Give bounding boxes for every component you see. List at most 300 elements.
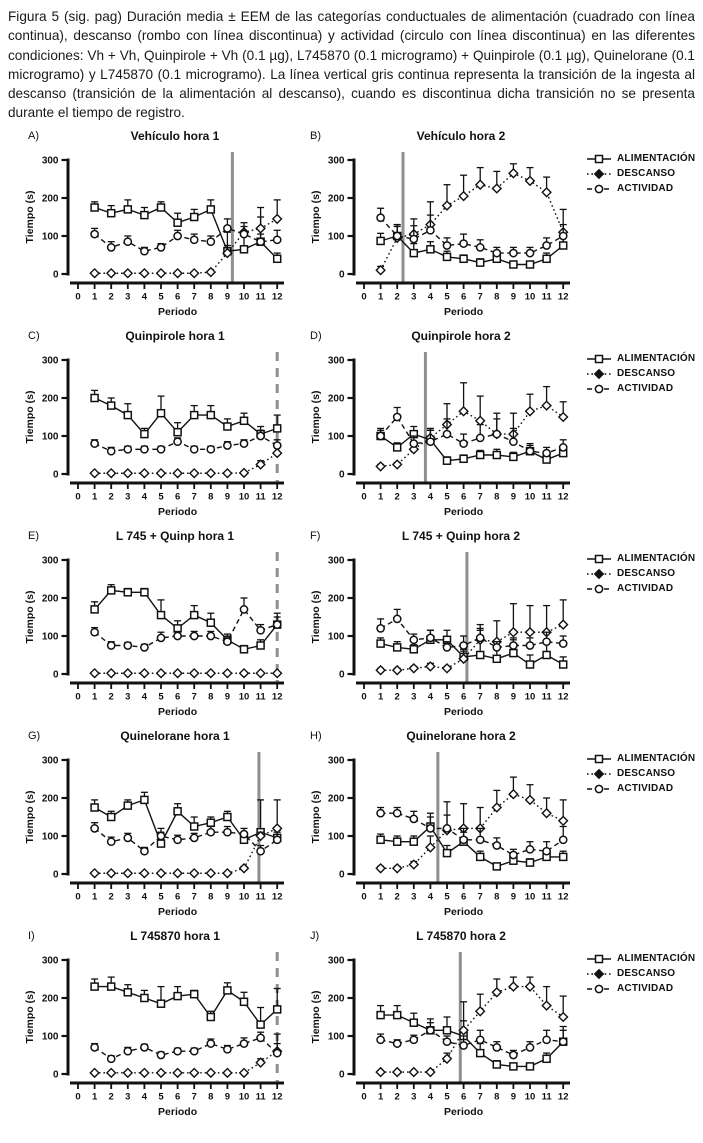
chart-plot bbox=[22, 346, 294, 522]
y-tick-label: 100 bbox=[327, 631, 345, 643]
panel-label: D) bbox=[310, 329, 322, 342]
chart-panel-c bbox=[22, 329, 294, 522]
chart-panel-i bbox=[22, 929, 294, 1122]
x-tick-label: 8 bbox=[208, 291, 214, 303]
chart-plot bbox=[22, 746, 294, 922]
x-axis-label: Periodo bbox=[444, 1105, 484, 1118]
panel-label: C) bbox=[28, 329, 40, 342]
panel-label: J) bbox=[310, 929, 320, 942]
panel-label: H) bbox=[310, 729, 322, 742]
x-tick-label: 8 bbox=[494, 1091, 500, 1103]
x-tick-label: 7 bbox=[477, 691, 483, 703]
x-tick-label: 6 bbox=[174, 691, 181, 703]
chart-svg bbox=[22, 346, 294, 522]
legend-item-diamond bbox=[586, 768, 703, 780]
chart-svg bbox=[308, 546, 580, 722]
y-tick-label: 300 bbox=[327, 155, 345, 167]
x-tick-label: 11 bbox=[541, 891, 552, 903]
x-tick-label: 5 bbox=[158, 291, 164, 303]
x-tick-label: 10 bbox=[524, 291, 536, 303]
panel-head bbox=[308, 529, 580, 546]
x-axis-label: Periodo bbox=[158, 905, 198, 918]
y-tick-label: 0 bbox=[52, 469, 59, 481]
legend-label: ACTIVIDAD bbox=[617, 583, 674, 595]
chart-svg bbox=[22, 946, 294, 1122]
square-marker-icon bbox=[586, 353, 612, 365]
x-tick-label: 1 bbox=[377, 1091, 384, 1103]
y-tick-label: 200 bbox=[327, 793, 345, 805]
x-tick-label: 2 bbox=[108, 291, 114, 303]
chart-panel-h bbox=[308, 729, 580, 922]
x-tick-label: 10 bbox=[238, 291, 250, 303]
square-marker-icon bbox=[586, 553, 612, 565]
legend-label: ALIMENTACIÓN bbox=[617, 753, 696, 765]
chart-title: L 745870 hora 2 bbox=[416, 928, 506, 943]
x-tick-label: 7 bbox=[191, 1091, 197, 1103]
chart-title: Quinelorane hora 1 bbox=[120, 728, 230, 743]
square-marker-icon bbox=[586, 153, 612, 165]
panel-head bbox=[22, 329, 294, 346]
chart-legend bbox=[586, 753, 703, 798]
x-tick-label: 9 bbox=[224, 491, 231, 503]
x-tick-label: 7 bbox=[477, 291, 483, 303]
chart-plot bbox=[308, 546, 580, 722]
x-tick-label: 12 bbox=[557, 691, 569, 703]
chart-svg bbox=[308, 346, 580, 522]
x-axis-label: Periodo bbox=[158, 305, 198, 318]
series-square bbox=[377, 426, 567, 464]
x-tick-label: 7 bbox=[477, 891, 483, 903]
x-tick-label: 4 bbox=[427, 491, 434, 503]
x-tick-label: 2 bbox=[394, 891, 400, 903]
legend-item-circle bbox=[586, 983, 703, 995]
x-tick-label: 12 bbox=[271, 691, 283, 703]
chart-plot bbox=[22, 146, 294, 322]
x-tick-label: 12 bbox=[557, 291, 569, 303]
y-tick-label: 200 bbox=[41, 393, 59, 405]
chart-legend bbox=[586, 553, 703, 598]
chart-title: Quinpirole hora 2 bbox=[411, 328, 511, 343]
legend-item-circle bbox=[586, 583, 703, 595]
x-tick-label: 5 bbox=[444, 691, 450, 703]
x-tick-label: 1 bbox=[91, 491, 98, 503]
series-circle bbox=[91, 598, 281, 651]
diamond-marker-icon bbox=[586, 368, 612, 380]
x-tick-label: 1 bbox=[91, 291, 98, 303]
legend-item-diamond bbox=[586, 568, 703, 580]
x-tick-label: 12 bbox=[557, 891, 569, 903]
x-tick-label: 1 bbox=[377, 891, 384, 903]
chart-panel-b bbox=[308, 129, 580, 322]
square-marker-icon bbox=[586, 953, 612, 965]
figure-caption: Figura 5 (sig. pag) Duración media ± EEM de las categorías conductuales de alimentación (cuadrado con línea continua), descanso (rombo con línea discontinua) y actividad (circulo con línea discontinua) en las diferentes condiciones: Vh + Vh, Quinpirole + Vh (0.1 µg), L745870 (0.1 microgramo) + Quinpirole (0.1 µg), Quinelorane (0.1 microgramo) y L745870 (0.1 microgramo). La línea vertical gris continua representa la transición de la ingesta al descanso (transición de la alimentación al descanso), cuando es discontinua dicha transición no se presenta durante el tiempo de registro. bbox=[8, 9, 695, 121]
y-tick-label: 200 bbox=[327, 593, 345, 605]
x-tick-label: 2 bbox=[108, 891, 114, 903]
x-tick-label: 6 bbox=[460, 891, 467, 903]
chart-plot bbox=[22, 946, 294, 1122]
y-tick-label: 100 bbox=[41, 1031, 59, 1043]
y-tick-label: 100 bbox=[41, 231, 59, 243]
x-axis-label: Periodo bbox=[444, 505, 484, 518]
legend-item-square bbox=[586, 753, 703, 765]
legend-label: DESCANSO bbox=[617, 168, 676, 180]
x-tick-label: 9 bbox=[510, 891, 517, 903]
circle-marker-icon bbox=[586, 583, 612, 595]
series-circle bbox=[91, 1032, 281, 1062]
x-tick-label: 0 bbox=[361, 491, 367, 503]
chart-panel-g bbox=[22, 729, 294, 922]
series-square bbox=[91, 792, 281, 847]
x-tick-label: 4 bbox=[141, 891, 148, 903]
x-tick-label: 2 bbox=[108, 691, 114, 703]
x-tick-label: 9 bbox=[224, 291, 231, 303]
x-tick-label: 1 bbox=[91, 891, 98, 903]
diamond-marker-icon bbox=[586, 168, 612, 180]
x-tick-label: 1 bbox=[377, 291, 384, 303]
x-tick-label: 4 bbox=[427, 291, 434, 303]
x-tick-label: 8 bbox=[208, 891, 214, 903]
y-tick-label: 300 bbox=[327, 755, 345, 767]
x-tick-label: 11 bbox=[541, 291, 552, 303]
chart-panel-e bbox=[22, 529, 294, 722]
x-tick-label: 3 bbox=[125, 891, 131, 903]
y-tick-label: 100 bbox=[327, 1031, 345, 1043]
y-tick-label: 100 bbox=[327, 831, 345, 843]
x-tick-label: 3 bbox=[125, 1091, 131, 1103]
y-tick-label: 200 bbox=[41, 593, 59, 605]
figure-row-1 bbox=[22, 129, 703, 322]
panel-head bbox=[22, 129, 294, 146]
chart-svg bbox=[308, 146, 580, 322]
x-tick-label: 10 bbox=[238, 891, 250, 903]
chart-plot bbox=[308, 946, 580, 1122]
panel-head bbox=[308, 129, 580, 146]
chart-panel-a bbox=[22, 129, 294, 322]
y-tick-label: 0 bbox=[52, 669, 59, 681]
x-tick-label: 11 bbox=[541, 491, 552, 503]
x-tick-label: 6 bbox=[174, 1091, 181, 1103]
chart-svg bbox=[308, 946, 580, 1122]
y-tick-label: 200 bbox=[41, 193, 59, 205]
series-diamond bbox=[376, 777, 567, 873]
series-square bbox=[377, 1005, 567, 1069]
y-tick-label: 300 bbox=[327, 955, 345, 967]
x-tick-label: 2 bbox=[108, 1091, 114, 1103]
panel-label: B) bbox=[310, 129, 321, 142]
chart-panel-d bbox=[308, 329, 580, 522]
legend-label: ALIMENTACIÓN bbox=[617, 953, 696, 965]
x-tick-label: 6 bbox=[460, 291, 467, 303]
series-circle bbox=[377, 1022, 567, 1058]
y-tick-label: 300 bbox=[41, 755, 59, 767]
y-axis-label: Tiempo (s) bbox=[24, 790, 36, 844]
x-tick-label: 4 bbox=[427, 1091, 434, 1103]
legend-label: ACTIVIDAD bbox=[617, 783, 674, 795]
x-tick-label: 0 bbox=[75, 491, 81, 503]
x-tick-label: 9 bbox=[510, 491, 517, 503]
x-tick-label: 10 bbox=[524, 891, 536, 903]
chart-svg bbox=[22, 746, 294, 922]
x-tick-label: 9 bbox=[224, 891, 231, 903]
y-tick-label: 300 bbox=[327, 355, 345, 367]
x-tick-label: 8 bbox=[494, 691, 500, 703]
y-tick-label: 100 bbox=[41, 631, 59, 643]
x-tick-label: 0 bbox=[75, 291, 81, 303]
chart-legend bbox=[586, 153, 703, 198]
x-tick-label: 0 bbox=[361, 1091, 367, 1103]
legend-item-diamond bbox=[586, 368, 703, 380]
y-axis-label: Tiempo (s) bbox=[24, 590, 36, 644]
x-tick-label: 3 bbox=[125, 291, 131, 303]
chart-title: L 745 + Quinp hora 2 bbox=[401, 528, 521, 543]
x-tick-label: 7 bbox=[191, 291, 197, 303]
x-tick-label: 10 bbox=[524, 491, 536, 503]
legend-item-square bbox=[586, 153, 703, 165]
y-tick-label: 0 bbox=[338, 869, 345, 881]
series-square bbox=[377, 813, 567, 870]
x-tick-label: 9 bbox=[224, 1091, 231, 1103]
legend-item-diamond bbox=[586, 168, 703, 180]
legend-label: DESCANSO bbox=[617, 968, 676, 980]
panel-label: I) bbox=[28, 929, 35, 942]
series-diamond bbox=[376, 164, 567, 275]
x-tick-label: 11 bbox=[255, 1091, 266, 1103]
y-tick-label: 200 bbox=[327, 993, 345, 1005]
figure-row-5 bbox=[22, 929, 703, 1122]
x-tick-label: 2 bbox=[394, 491, 400, 503]
x-tick-label: 2 bbox=[394, 1091, 400, 1103]
circle-marker-icon bbox=[586, 783, 612, 795]
x-tick-label: 12 bbox=[271, 891, 283, 903]
x-tick-label: 8 bbox=[208, 491, 214, 503]
x-axis-label: Periodo bbox=[444, 305, 484, 318]
chart-plot bbox=[22, 546, 294, 722]
x-tick-label: 6 bbox=[174, 491, 181, 503]
x-tick-label: 7 bbox=[191, 491, 197, 503]
panel-head bbox=[22, 929, 294, 946]
y-tick-label: 200 bbox=[41, 993, 59, 1005]
x-tick-label: 6 bbox=[460, 491, 467, 503]
chart-plot bbox=[308, 346, 580, 522]
y-tick-label: 0 bbox=[52, 869, 59, 881]
x-tick-label: 5 bbox=[444, 291, 450, 303]
y-tick-label: 200 bbox=[41, 793, 59, 805]
diamond-marker-icon bbox=[586, 968, 612, 980]
y-tick-label: 100 bbox=[327, 431, 345, 443]
x-tick-label: 12 bbox=[557, 491, 569, 503]
series-circle bbox=[377, 407, 567, 456]
legend-label: ACTIVIDAD bbox=[617, 383, 674, 395]
legend-label: ACTIVIDAD bbox=[617, 983, 674, 995]
chart-plot bbox=[308, 146, 580, 322]
series-circle bbox=[91, 430, 281, 455]
x-tick-label: 4 bbox=[141, 491, 148, 503]
panel-head bbox=[308, 729, 580, 746]
square-marker-icon bbox=[586, 753, 612, 765]
figure-row-4 bbox=[22, 729, 703, 922]
y-tick-label: 0 bbox=[338, 669, 345, 681]
y-tick-label: 300 bbox=[41, 155, 59, 167]
y-tick-label: 0 bbox=[52, 1069, 59, 1081]
series-square bbox=[377, 630, 567, 668]
panel-label: F) bbox=[310, 529, 321, 542]
series-square bbox=[91, 200, 281, 262]
x-tick-label: 1 bbox=[377, 691, 384, 703]
chart-plot bbox=[308, 746, 580, 922]
chart-legend bbox=[586, 953, 703, 998]
x-tick-label: 5 bbox=[158, 491, 164, 503]
x-tick-label: 6 bbox=[174, 891, 181, 903]
panel-head bbox=[308, 329, 580, 346]
x-tick-label: 10 bbox=[524, 691, 536, 703]
x-tick-label: 2 bbox=[394, 291, 400, 303]
x-tick-label: 4 bbox=[427, 691, 434, 703]
x-tick-label: 5 bbox=[158, 891, 164, 903]
x-tick-label: 11 bbox=[255, 491, 266, 503]
y-tick-label: 0 bbox=[338, 269, 345, 281]
panel-head bbox=[308, 929, 580, 946]
y-axis-label: Tiempo (s) bbox=[310, 190, 322, 244]
legend-item-circle bbox=[586, 783, 703, 795]
x-tick-label: 12 bbox=[271, 491, 283, 503]
x-tick-label: 2 bbox=[108, 491, 114, 503]
legend-label: ALIMENTACIÓN bbox=[617, 353, 696, 365]
x-tick-label: 11 bbox=[541, 1091, 552, 1103]
series-circle bbox=[91, 822, 281, 854]
chart-title: Quinelorane hora 2 bbox=[406, 728, 516, 743]
series-diamond bbox=[376, 977, 567, 1076]
legend-label: ALIMENTACIÓN bbox=[617, 553, 696, 565]
x-tick-label: 0 bbox=[75, 691, 81, 703]
circle-marker-icon bbox=[586, 983, 612, 995]
y-axis-label: Tiempo (s) bbox=[310, 790, 322, 844]
x-tick-label: 0 bbox=[75, 1091, 81, 1103]
chart-title: Quinpirole hora 1 bbox=[125, 328, 225, 343]
series-circle bbox=[91, 219, 281, 255]
y-tick-label: 100 bbox=[41, 831, 59, 843]
series-circle bbox=[377, 609, 567, 651]
y-tick-label: 200 bbox=[327, 393, 345, 405]
x-tick-label: 0 bbox=[361, 691, 367, 703]
x-axis-label: Periodo bbox=[158, 505, 198, 518]
x-tick-label: 8 bbox=[208, 691, 214, 703]
x-tick-label: 4 bbox=[141, 291, 148, 303]
series-diamond bbox=[376, 600, 567, 675]
chart-svg bbox=[22, 146, 294, 322]
series-square bbox=[91, 390, 281, 437]
y-tick-label: 0 bbox=[52, 269, 59, 281]
chart-title: Vehículo hora 2 bbox=[416, 128, 506, 143]
x-tick-label: 7 bbox=[477, 1091, 483, 1103]
y-tick-label: 0 bbox=[338, 469, 345, 481]
x-tick-label: 3 bbox=[125, 691, 131, 703]
x-tick-label: 10 bbox=[238, 491, 250, 503]
x-tick-label: 5 bbox=[444, 1091, 450, 1103]
circle-marker-icon bbox=[586, 183, 612, 195]
series-square bbox=[91, 977, 281, 1028]
x-tick-label: 5 bbox=[158, 1091, 164, 1103]
x-tick-label: 12 bbox=[271, 1091, 283, 1103]
legend-item-circle bbox=[586, 183, 703, 195]
figure-row-2 bbox=[22, 329, 703, 522]
legend-label: ACTIVIDAD bbox=[617, 183, 674, 195]
panel-label: G) bbox=[28, 729, 41, 742]
x-axis-label: Periodo bbox=[444, 705, 484, 718]
x-tick-label: 9 bbox=[510, 291, 517, 303]
x-tick-label: 7 bbox=[191, 891, 197, 903]
y-tick-label: 300 bbox=[41, 555, 59, 567]
x-tick-label: 7 bbox=[477, 491, 483, 503]
chart-title: Vehículo hora 1 bbox=[130, 128, 220, 143]
x-tick-label: 11 bbox=[255, 691, 266, 703]
x-tick-label: 0 bbox=[75, 891, 81, 903]
x-tick-label: 9 bbox=[224, 691, 231, 703]
x-tick-label: 5 bbox=[158, 691, 164, 703]
legend-item-square bbox=[586, 953, 703, 965]
y-axis-label: Tiempo (s) bbox=[24, 190, 36, 244]
x-tick-label: 7 bbox=[191, 691, 197, 703]
series-square bbox=[377, 224, 567, 267]
chart-title: L 745 + Quinp hora 1 bbox=[115, 528, 235, 543]
y-axis-label: Tiempo (s) bbox=[24, 990, 36, 1044]
x-tick-label: 3 bbox=[411, 291, 417, 303]
x-tick-label: 9 bbox=[510, 691, 517, 703]
y-axis-label: Tiempo (s) bbox=[310, 990, 322, 1044]
x-tick-label: 5 bbox=[444, 891, 450, 903]
x-axis-label: Periodo bbox=[158, 705, 198, 718]
y-tick-label: 300 bbox=[41, 955, 59, 967]
chart-svg bbox=[308, 746, 580, 922]
legend-label: DESCANSO bbox=[617, 768, 676, 780]
x-tick-label: 11 bbox=[255, 291, 266, 303]
x-tick-label: 3 bbox=[125, 491, 131, 503]
legend-item-square bbox=[586, 353, 703, 365]
series-diamond bbox=[90, 447, 281, 477]
legend-item-circle bbox=[586, 383, 703, 395]
chart-panel-j bbox=[308, 929, 580, 1122]
x-tick-label: 3 bbox=[411, 491, 417, 503]
y-tick-label: 100 bbox=[41, 431, 59, 443]
x-tick-label: 9 bbox=[510, 1091, 517, 1103]
series-circle bbox=[377, 807, 567, 858]
x-tick-label: 6 bbox=[460, 1091, 467, 1103]
x-tick-label: 4 bbox=[141, 1091, 148, 1103]
x-tick-label: 6 bbox=[460, 691, 467, 703]
x-tick-label: 10 bbox=[524, 1091, 536, 1103]
y-tick-label: 200 bbox=[327, 193, 345, 205]
x-tick-label: 2 bbox=[394, 691, 400, 703]
x-tick-label: 6 bbox=[174, 291, 181, 303]
x-tick-label: 8 bbox=[494, 291, 500, 303]
legend-label: DESCANSO bbox=[617, 568, 676, 580]
legend-item-square bbox=[586, 553, 703, 565]
x-tick-label: 0 bbox=[361, 891, 367, 903]
series-diamond bbox=[90, 669, 281, 678]
x-tick-label: 12 bbox=[271, 291, 283, 303]
x-tick-label: 1 bbox=[91, 691, 98, 703]
y-axis-label: Tiempo (s) bbox=[24, 390, 36, 444]
x-tick-label: 12 bbox=[557, 1091, 569, 1103]
chart-title: L 745870 hora 1 bbox=[130, 928, 220, 943]
x-tick-label: 8 bbox=[494, 491, 500, 503]
x-tick-label: 3 bbox=[411, 1091, 417, 1103]
y-axis-label: Tiempo (s) bbox=[310, 390, 322, 444]
x-tick-label: 5 bbox=[444, 491, 450, 503]
x-tick-label: 4 bbox=[141, 691, 148, 703]
panel-head bbox=[22, 529, 294, 546]
legend-label: DESCANSO bbox=[617, 368, 676, 380]
y-tick-label: 300 bbox=[327, 555, 345, 567]
